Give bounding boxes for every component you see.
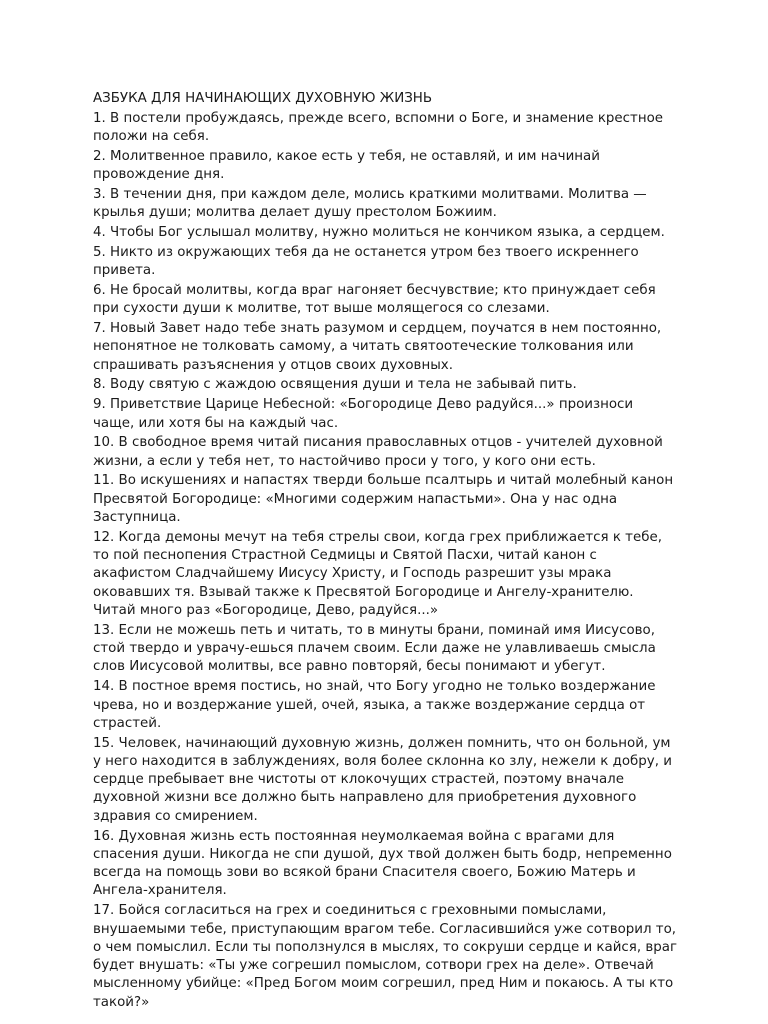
rule-item-9: 9. Приветствие Царице Небесной: «Богородице Дево радуйся...» произноси чаще, или хотя бы на каждый час. <box>93 397 634 431</box>
rule-item-6: 6. Не бросай молитвы, когда враг нагоняет бесчувствие; кто принуждает себя при сухости души к молитве, тот выше молящегося со слезами. <box>93 282 656 317</box>
rule-item-17: 17. Бойся согласиться на грех и соединиться с греховными помыслами, внушаемыми тебе, приступающим врагом тебе. Согласившийся уже сотворил то, о чем помыслил. Если ты поползнулся в мыслях, то сокруши сердце и кайся, враг будет внушать: «Ты уже согрешил помыслом, сотвори грех на деле». Отвечай мысленному убийце: «Пред Богом моим согрешил, пред Ним и покаюсь. А ты кто такой?» <box>93 903 677 1010</box>
rule-item-4: 4. Чтобы Бог услышал молитву, нужно молиться не кончиком языка, а сердцем. <box>93 225 665 241</box>
rule-item-13: 13. Если не можешь петь и читать, то в минуты брани, поминай имя Иисусово, стой твердо и уврачу-ешься плачем своим. Если даже не улавливаешь смысла слов Иисусовой молитвы, все равно повторяй, бесы понимают и убегут. <box>93 622 656 675</box>
rule-item-16: 16. Духовная жизнь есть постоянная неумолкаемая война с врагами для спасения души. Никогда не спи душой, дух твой должен быть бодр, непременно всегда на помощь зови во всякой брани Спасителя своего, Божию Матерь и Ангела-хранителя. <box>93 828 672 899</box>
rule-item-3: 3. В течении дня, при каждом деле, молись краткими молитвами. Молитва — крылья души; молитва делает душу престолом Божиим. <box>93 186 647 221</box>
rule-item-7: 7. Новый Завет надо тебе знать разумом и сердцем, поучатся в нем постоянно, непонятное не толковать самому, а читать святоотеческие толкования или спрашивать разъяснения у отцов своих духовных. <box>93 321 662 373</box>
rule-item-10: 10. В свободное время читай писания православных отцов - учителей духовной жизни, а если у тебя нет, то настойчиво проси у того, у кого они есть. <box>93 435 663 469</box>
rule-item-8: 8. Воду святую с жаждою освящения души и тела не забывай пить. <box>93 377 577 393</box>
rule-item-12: 12. Когда демоны мечут на тебя стрелы свои, когда грех приближается к тебе, то пой песнопения Страстной Седмицы и Святой Пасхи, читай канон с акафистом Сладчайшему Иисусу Христу, и Господь разрешит узы мрака оковавших тя. Взывай также к Пресвятой Богородице и Ангелу-хранителю. Читай много раз «Богородице, Дево, радуйся...» <box>93 529 662 619</box>
rule-item-5: 5. Никто из окружающих тебя да не останется утром без твоего искреннего привета. <box>93 244 639 279</box>
document-title: АЗБУКА ДЛЯ НАЧИНАЮЩИХ ДУХОВНУЮ ЖИЗНЬ <box>93 91 433 106</box>
rule-item-14: 14. В постное время постись, но знай, что Богу угодно не только воздержание чрева, но и воздержание ушей, очей, языка, а также воздержание сердца от страстей. <box>93 679 656 731</box>
rule-item-1: 1. В постели пробуждаясь, прежде всего, вспомни о Боге, и знамение крестное положи на себя. <box>93 110 664 145</box>
rule-item-11: 11. Во искушениях и напастях тверди больше псалтырь и читай молебный канон Пресвятой Богородице: «Многими содержим напастьми». Она у нас одна Заступница. <box>93 473 674 526</box>
rule-item-2: 2. Молитвенное правило, какое есть у тебя, не оставляй, и им начинай провождение дня. <box>93 148 600 183</box>
rule-item-15: 15. Человек, начинающий духовную жизнь, должен помнить, что он больной, ум у него находится в заблуждениях, воля более склонна ко злу, нежели к добру, и сердце пребывает вне чистоты от клокочущих страстей, поэтому вначале духовной жизни все должно быть направлено для приобретения духовного здравия со смирением. <box>93 735 672 824</box>
document-page <box>93 90 678 1014</box>
